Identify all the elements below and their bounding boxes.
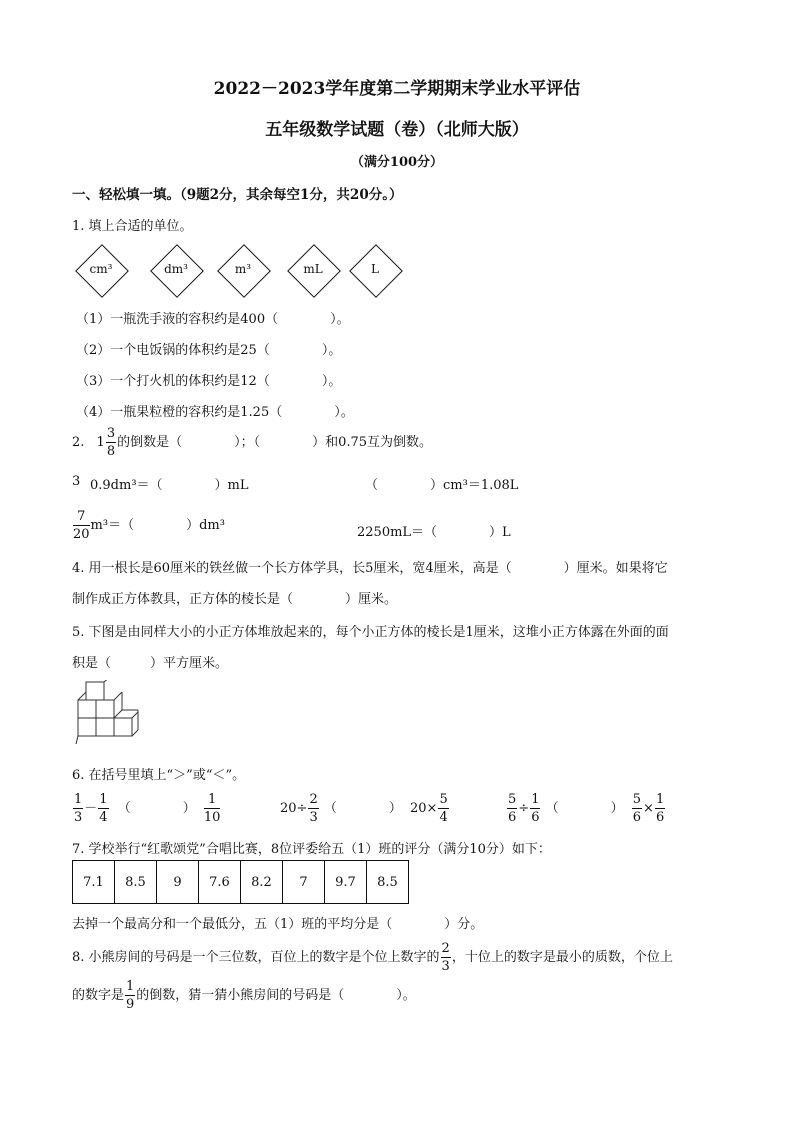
q2-whole: 1 — [96, 435, 105, 450]
q3-part-a: 0.9dm³＝（ ）mL — [90, 478, 249, 493]
answer-blank: （ ） — [117, 801, 196, 816]
exam-title: 2022－2023学年度第二学期期末学业水平评估 — [213, 79, 581, 99]
q1-item: （2）一个电饭锅的体积约是25（ ）。 — [76, 343, 342, 358]
q3-part-c: $\frac{7}{20}$ m³＝（ ）dm³ — [73, 509, 225, 542]
score-cell: 8.5 — [367, 861, 409, 904]
unit-label: cm³ — [89, 262, 113, 276]
score-cell: 9.7 — [325, 861, 367, 904]
q3-part-d: 2250mL＝（ ）L — [357, 525, 511, 540]
score-cell: 7.1 — [73, 861, 115, 904]
table-row — [73, 861, 409, 904]
q1-item: （4）一瓶果粒橙的容积约是1.25（ ）。 — [76, 405, 354, 420]
exam-subtitle: 五年级数学试题（卷）（北师大版） — [265, 120, 529, 140]
q7-stem: 7. 学校举行“红歌颂党”合唱比赛，8位评委给五（1）班的评分（满分10分）如下： — [72, 842, 551, 857]
unit-label: L — [371, 262, 379, 276]
q1-item: （3）一个打火机的体积约是12（ ）。 — [76, 374, 342, 389]
q2-fraction: $\frac{3}{8}$ — [106, 426, 116, 459]
score-cell: 7 — [283, 861, 325, 904]
q8-line1: 8. 小熊房间的号码是一个三位数，百位上的数字是个位上数字的 $\frac{2}{3}$ ，十位上的数字是最小的质数，个位上 — [72, 941, 673, 974]
q7-question: 去掉一个最高分和一个最低分，五（1）班的平均分是（ ）分。 — [72, 917, 484, 932]
q1-item: （1）一瓶洗手液的容积约是400（ ）。 — [76, 312, 350, 327]
q5-line1: 5. 下图是由同样大小的小正方体堆放起来的，每个小正方体的棱长是1厘米，这堆小正方体露在外面的面 — [72, 625, 669, 640]
q2-text: 的倒数是（ ）；（ ）和0.75互为倒数。 — [117, 435, 433, 450]
q6-pair-2: 20÷ $\frac{2}{3}$ （ ） 20× $\frac{5}{4}$ — [280, 792, 448, 825]
q4-line1: 4. 用一根长是60厘米的铁丝做一个长方体学具，长5厘米，宽4厘米，高是（ ）厘米。如果将它 — [72, 561, 668, 576]
answer-blank: （ ） — [323, 801, 402, 816]
scores-table — [72, 860, 409, 904]
q3-part-b: （ ）cm³＝1.08L — [365, 478, 519, 493]
q6-pair-1: $\frac{1}{3}$ － $\frac{1}{4}$ （ ） $\frac{1}{10}$ — [74, 792, 221, 825]
cube-stack-figure — [74, 680, 144, 746]
score-cell: 8.2 — [241, 861, 283, 904]
score-cell: 9 — [157, 861, 199, 904]
q2-number: 2. — [72, 435, 85, 450]
q2-line — [72, 427, 432, 458]
section-heading: 一、轻松填一填。（9题2分，其余每空1分，共20分。） — [72, 187, 403, 203]
q3-number: 3 — [72, 474, 81, 489]
q1-stem: 1. 填上合适的单位。 — [72, 219, 193, 234]
q3-fraction: $\frac{7}{20}$ — [73, 509, 90, 542]
answer-blank: （ ） — [545, 801, 624, 816]
q8-line2: 的数字是 $\frac{1}{9}$ 的倒数，猜一猜小熊房间的号码是（ ）。 — [72, 979, 416, 1012]
q6-stem: 6. 在括号里填上“＞”或“＜”。 — [72, 768, 246, 783]
score-cell: 8.5 — [115, 861, 157, 904]
score-cell: 7.6 — [199, 861, 241, 904]
q6-pair-3: $\frac{5}{6}$ ÷ $\frac{1}{6}$ （ ） $\frac{5}{6}$ × $\frac{1}{6}$ — [508, 792, 665, 825]
score-note: （满分100分） — [350, 155, 444, 170]
q5-line2: 积是（ ）平方厘米。 — [72, 656, 229, 671]
q4-line2: 制作成正方体教具，正方体的棱长是（ ）厘米。 — [72, 592, 398, 607]
unit-label: m³ — [234, 262, 252, 276]
unit-label: mL — [303, 262, 323, 276]
unit-label: dm³ — [164, 262, 188, 276]
